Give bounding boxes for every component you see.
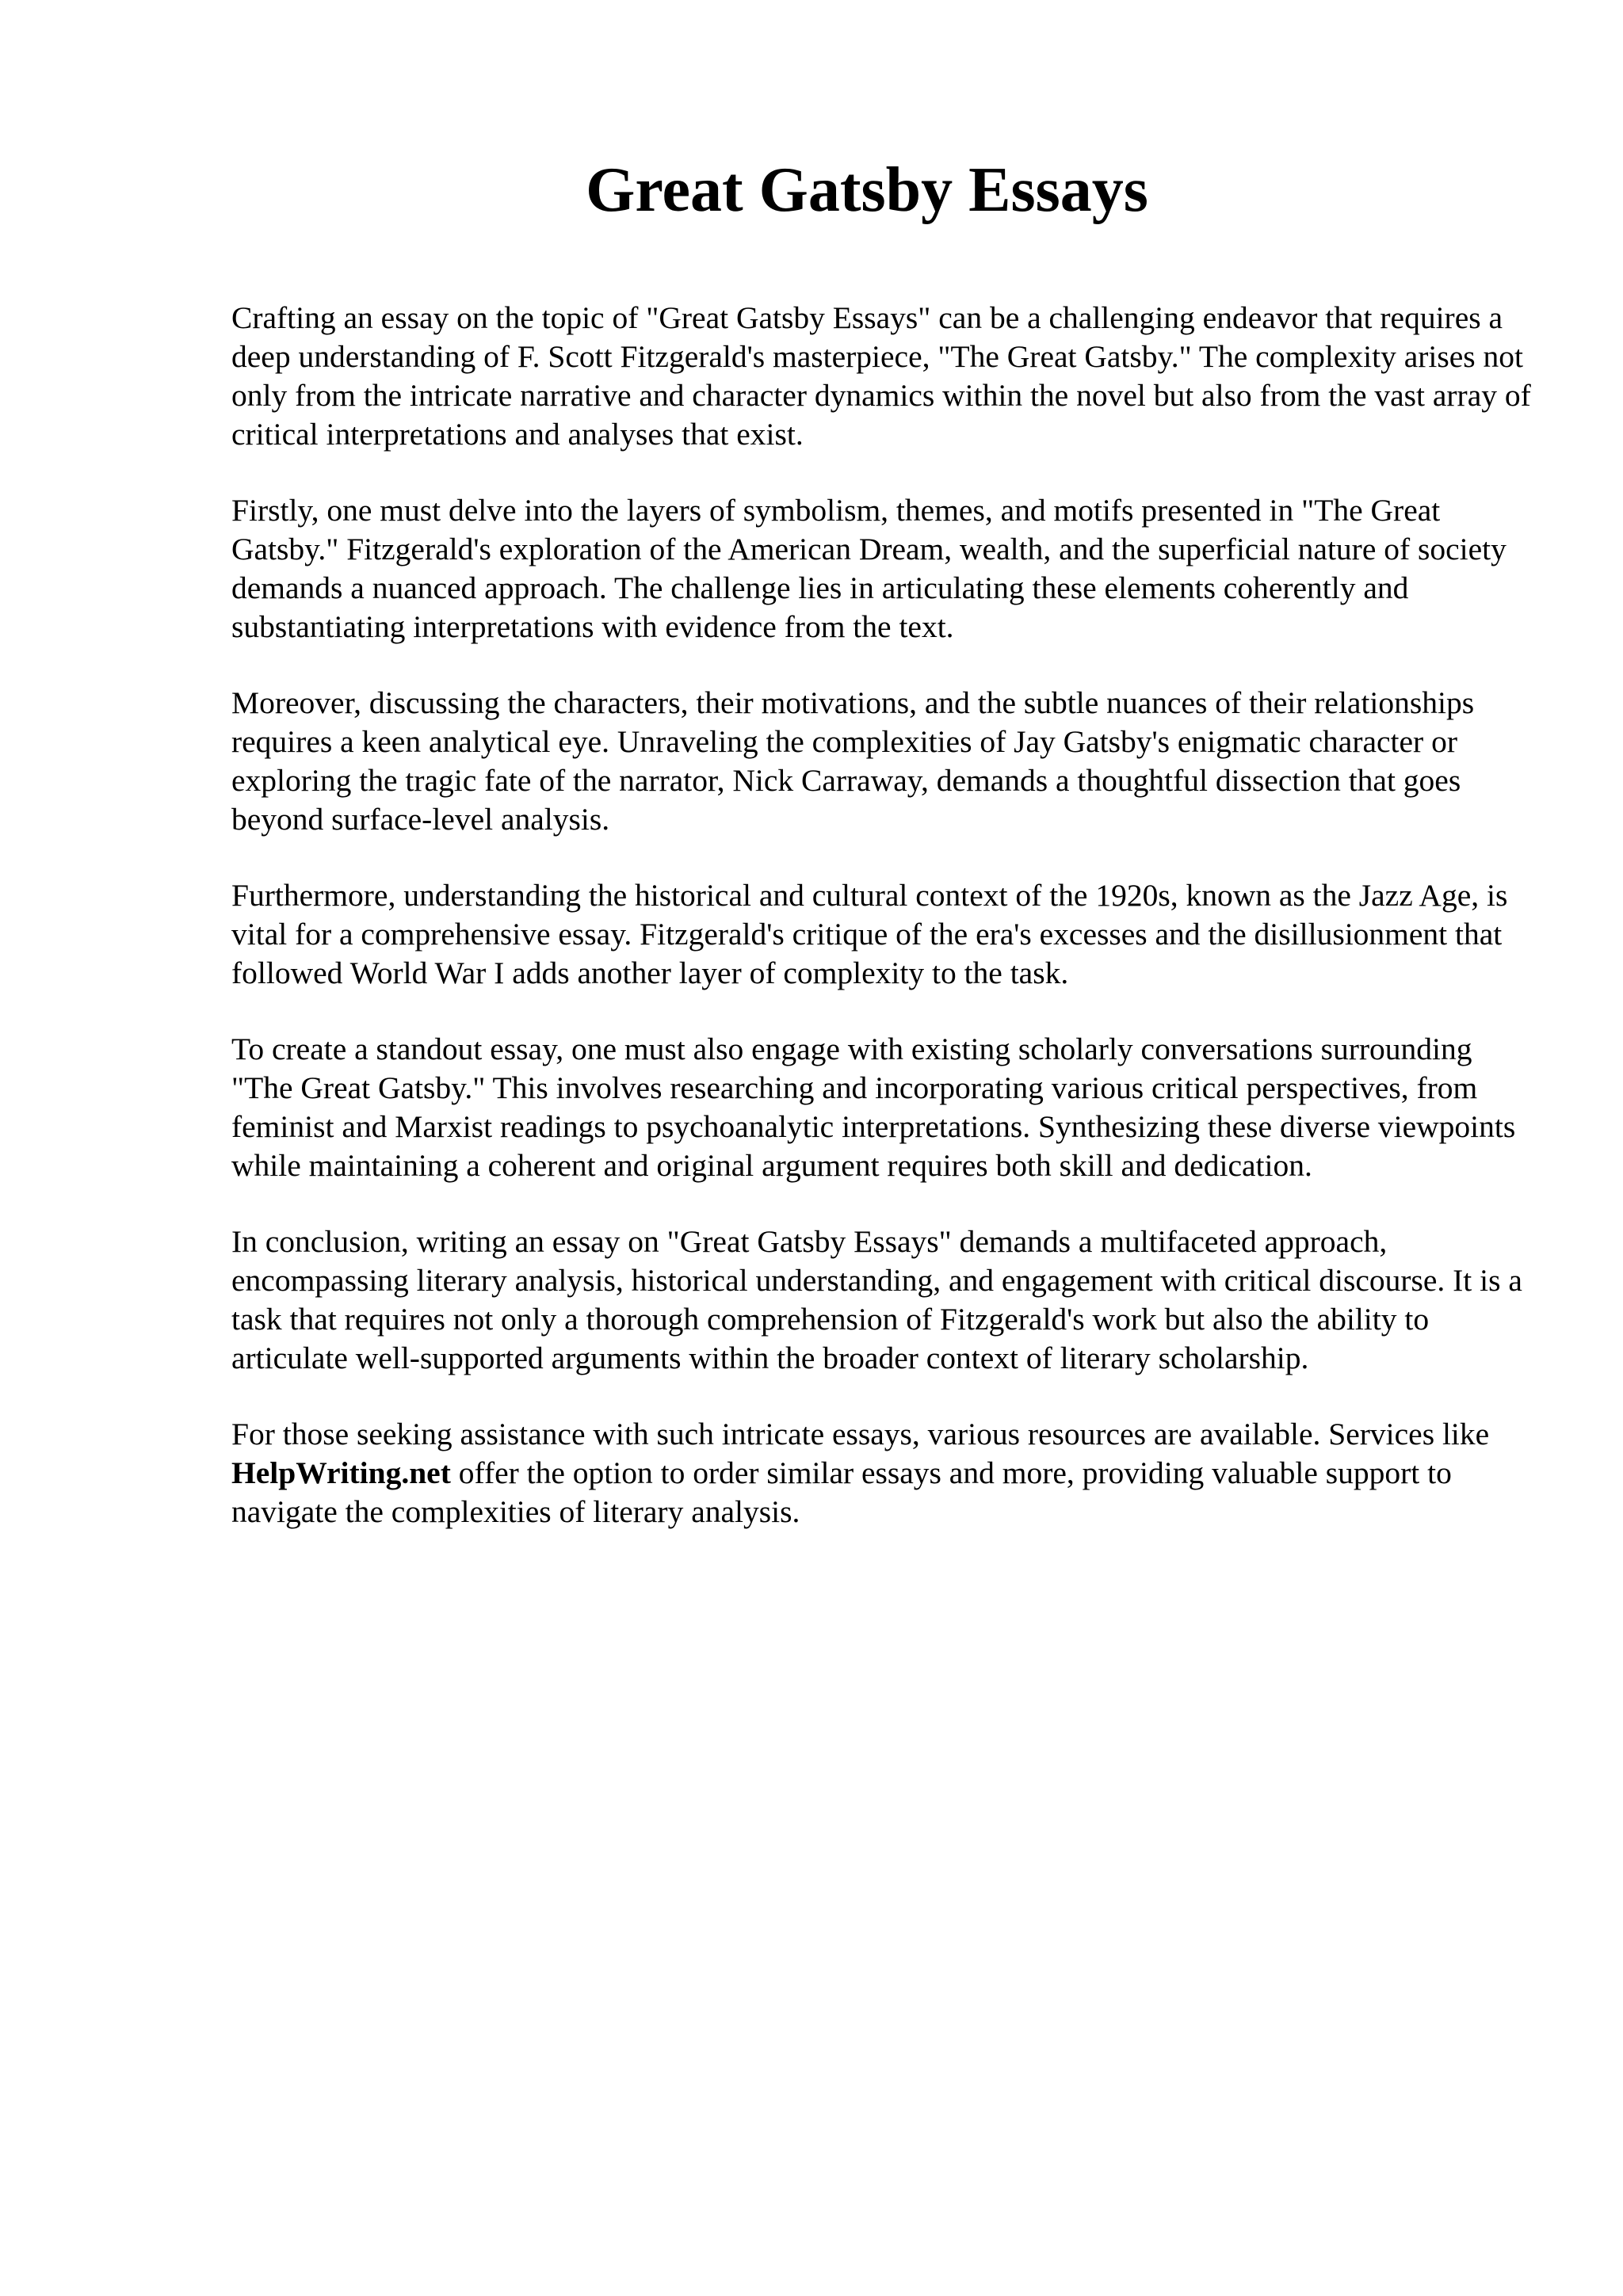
paragraph-7-after: offer the option to order similar essays and more, providing valuable support to navigate the complexities of literary analysis. bbox=[231, 1455, 1452, 1529]
paragraph-7 bbox=[231, 1415, 1531, 1531]
paragraph-1: Crafting an essay on the topic of "Great Gatsby Essays" can be a challenging endeavor that requires a deep understanding of F. Scott Fitzgerald's masterpiece, "The Great Gatsby." The complexity arises not only from the intricate narrative and character dynamics within the novel but also from the vast array of critical interpretations and analyses that exist. bbox=[231, 300, 1531, 452]
brand-name: HelpWriting.net bbox=[231, 1455, 451, 1490]
paragraph-6: In conclusion, writing an essay on "Great Gatsby Essays" demands a multifaceted approach, encompassing literary analysis, historical understanding, and engagement with critical discourse. It is a task that requires not only a thorough comprehension of Fitzgerald's work but also the ability to articulate well-supported arguments within the broader context of literary scholarship. bbox=[231, 1224, 1522, 1375]
page-title: Great Gatsby Essays bbox=[586, 155, 1148, 225]
paragraph-3: Moreover, discussing the characters, their motivations, and the subtle nuances of their relationships requires a keen analytical eye. Unraveling the complexities of Jay Gatsby's enigmatic character or exploring the tragic fate of the narrator, Nick Carraway, demands a thoughtful dissection that goes beyond surface-level analysis. bbox=[231, 685, 1475, 837]
essay-body bbox=[231, 299, 1531, 1569]
paragraph-5: To create a standout essay, one must also engage with existing scholarly conversations surrounding "The Great Gatsby." This involves researching and incorporating various critical perspectives, from feminist and Marxist readings to psychoanalytic interpretations. Synthesizing these diverse viewpoints while maintaining a coherent and original argument requires both skill and dedication. bbox=[231, 1032, 1516, 1183]
paragraph-2: Firstly, one must delve into the layers of symbolism, themes, and motifs presented in "The Great Gatsby." Fitzgerald's exploration of the American Dream, wealth, and the superficial nature of society demands a nuanced approach. The challenge lies in articulating these elements coherently and substantiating interpretations with evidence from the text. bbox=[231, 493, 1507, 644]
paragraph-7-before: For those seeking assistance with such intricate essays, various resources are available. Services like bbox=[231, 1417, 1490, 1451]
paragraph-4: Furthermore, understanding the historical and cultural context of the 1920s, known as the Jazz Age, is vital for a comprehensive essay. Fitzgerald's critique of the era's excesses and the disillusionment that followed World War I adds another layer of complexity to the task. bbox=[231, 878, 1508, 990]
